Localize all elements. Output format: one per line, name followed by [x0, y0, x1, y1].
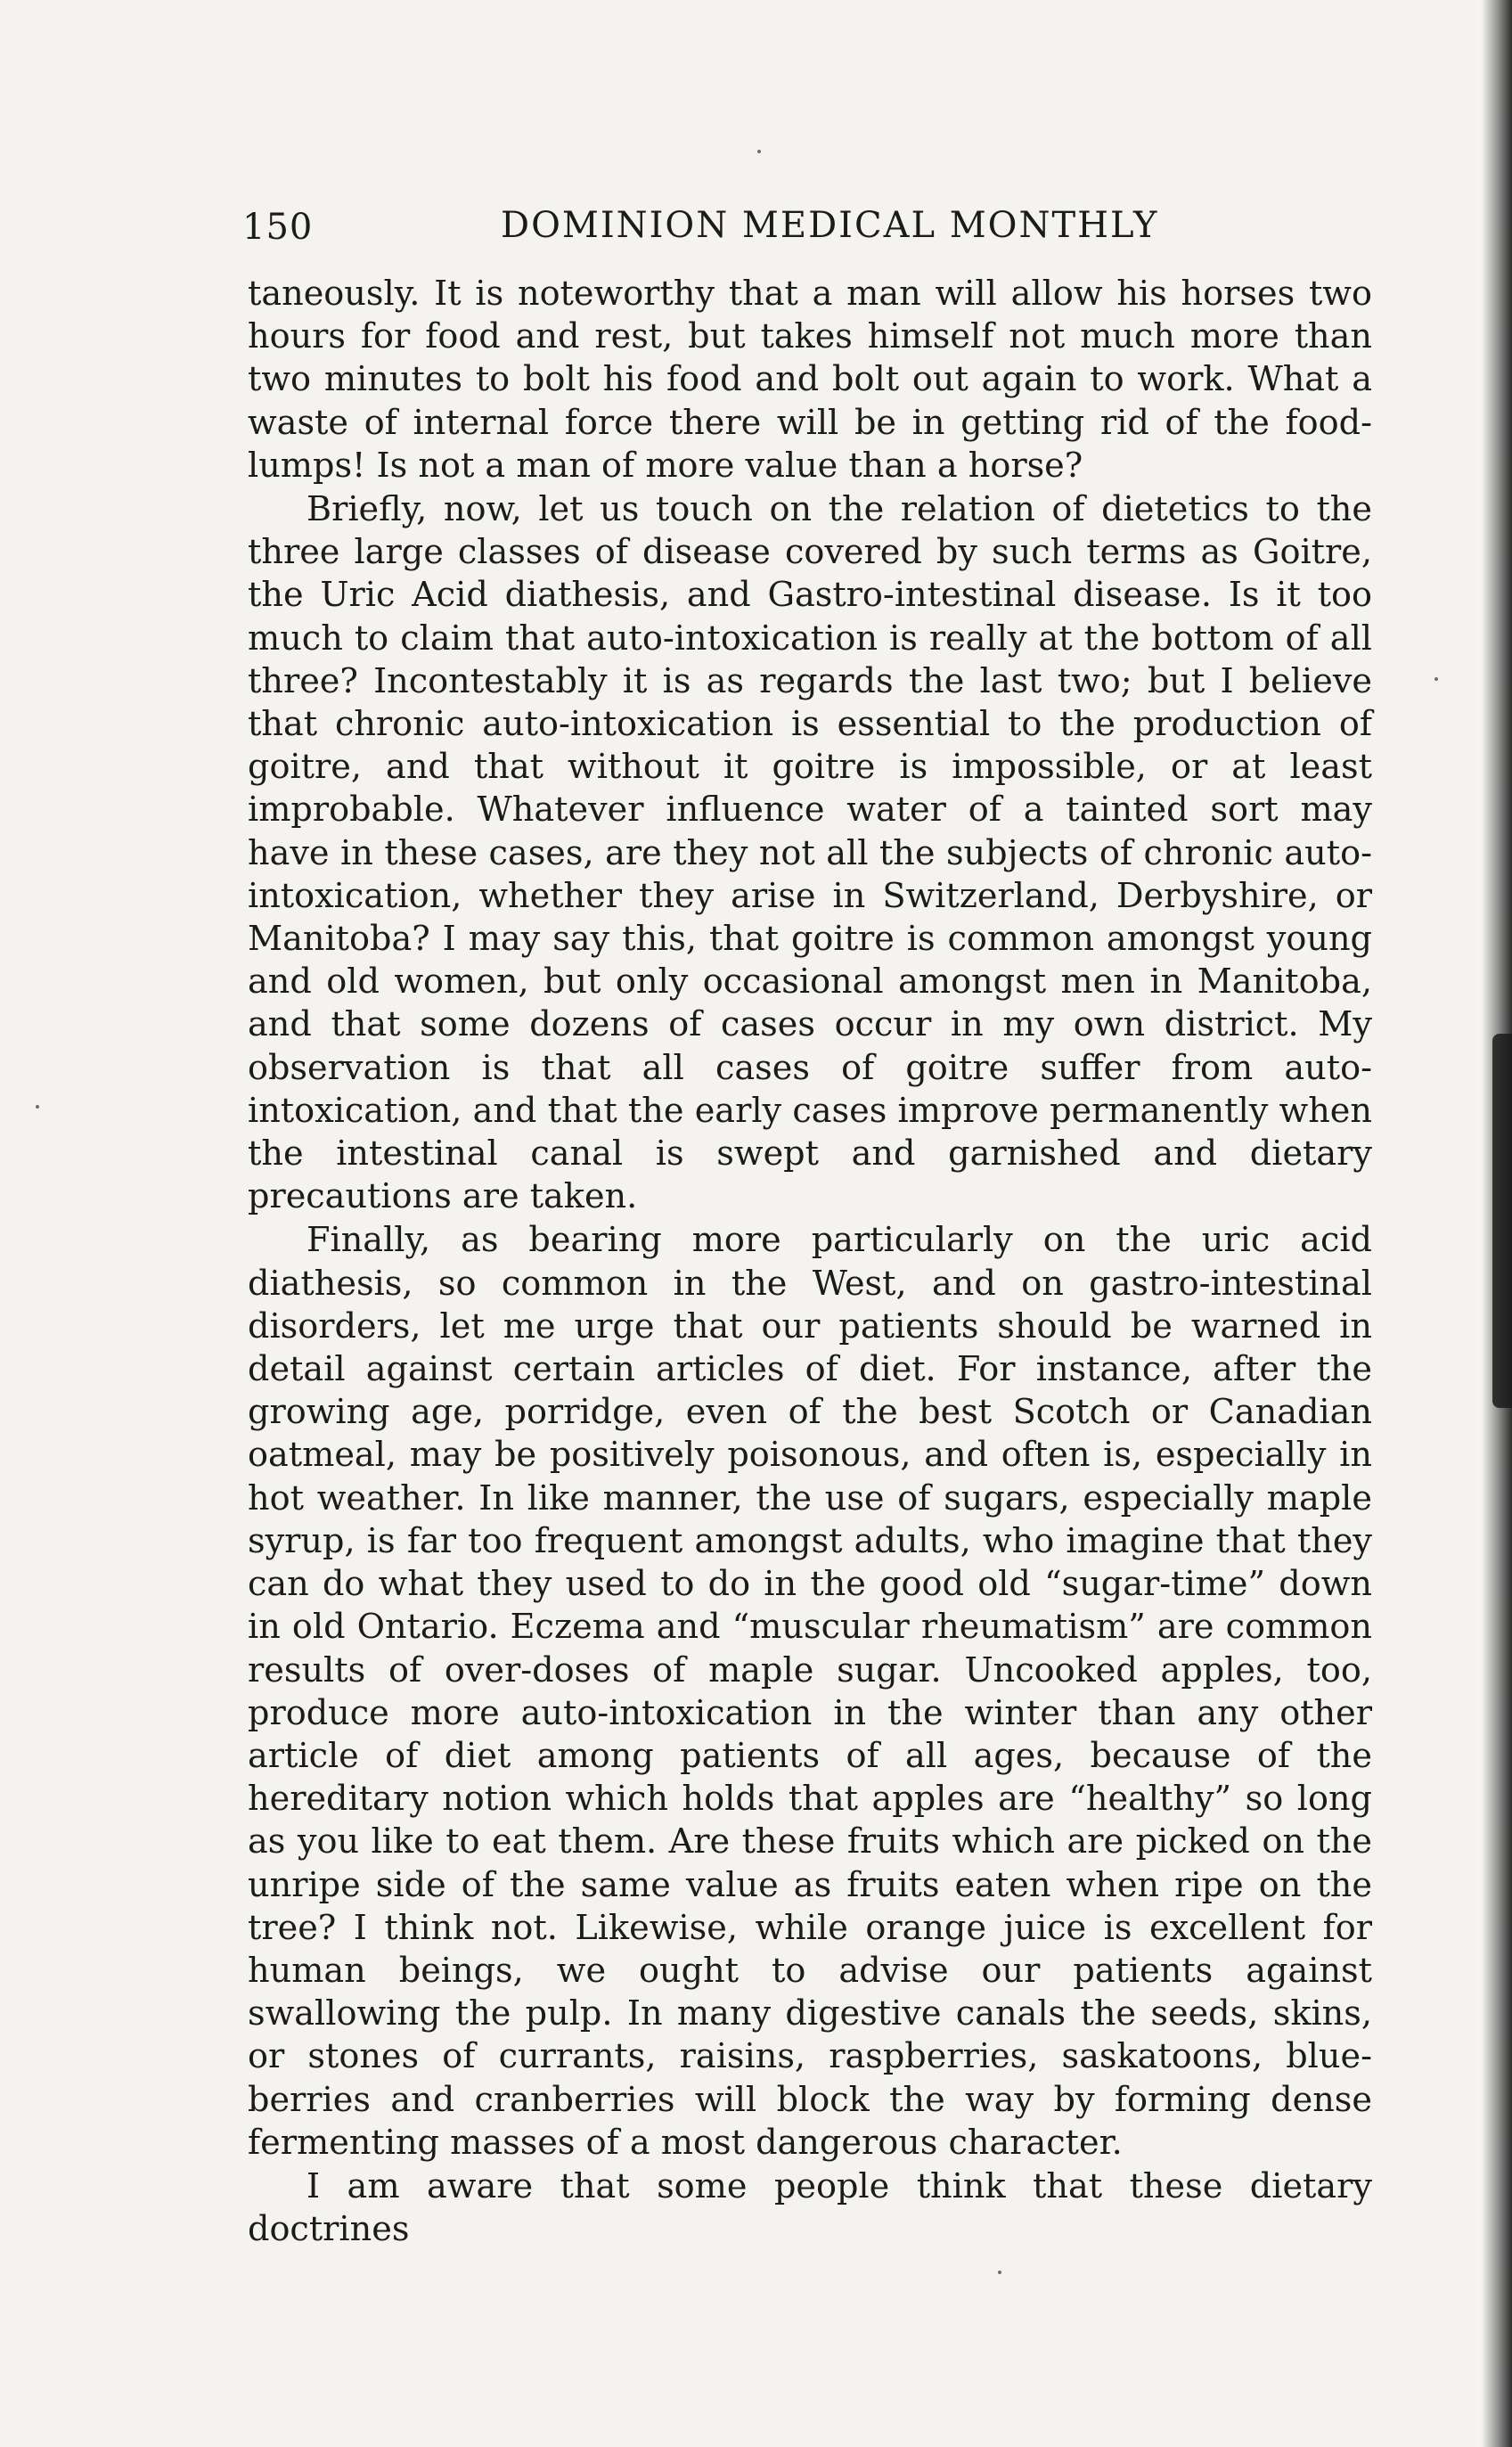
paragraph: taneously. It is noteworthy that a man will allow his horses two hours for food and rest, but takes himself not much more than two minutes to bolt his food and bolt out again to work. What a waste of internal force there will be in getting rid of the food-lumps! Is not a man of more value than a horse? — [248, 274, 1372, 486]
binding-shadow — [1492, 1034, 1512, 1408]
body-text — [248, 273, 1372, 2251]
paragraph: Briefly, now, let us touch on the relation of dietetics to the three large classes of disease covered by such terms as Goitre, the Uric Acid diathesis, and Gastro-intestinal disease. Is it too much to claim that auto-intoxication is really at the bottom of all three? Incontestably it is as regards the last two; but I believe that chronic auto-intoxication is essential to the production of goitre, and that without it goitre is impossible, or at least improbable. Whatever influence water of a tainted sort may have in these cases, are they not all the subjects of chronic auto-intoxication, whether they arise in Switzerland, Derbyshire, or Manitoba? I may say this, that goitre is common amongst young and old women, but only occasional amongst men in Manitoba, and that some dozens of cases occur in my own district. My observation is that all cases of goitre suffer from auto-intoxication, and that the early cases improve permanently when the intestinal canal is swept and garnished and dietary precautions are taken. — [248, 490, 1372, 1217]
running-head: DOMINION MEDICAL MONTHLY — [501, 205, 1159, 246]
page-number: 150 — [242, 207, 314, 248]
paragraph: Finally, as bearing more particularly on the uric acid diathesis, so common in the West, and on gastro-intestinal disorders, let me urge that our patients should be warned in detail against certain articles of diet. For instance, after the growing age, porridge, even of the best Scotch or Canadian oatmeal, may be positively poisonous, and often is, especially in hot weather. In like manner, the use of sugars, especially maple syrup, is far too frequent amongst adults, who imagine that they can do what they used to do in the good old “sugar-time” down in old Ontario. Eczema and “muscular rheumatism” are common results of over-doses of maple sugar. Uncooked apples, too, produce more auto-intoxication in the winter than any other article of diet among patients of all ages, because of the hereditary notion which holds that apples are “healthy” so long as you like to eat them. Are these fruits which are picked on the unripe side of the same value as fruits eaten when ripe on the tree? I think not. Likewise, while orange juice is excellent for human beings, we ought to advise our patients against swallowing the pulp. In many digestive canals the seeds, skins, or stones of currants, raisins, raspberries, saskatoons, blue-berries and cranberries will block the way by forming dense fermenting masses of a most dangerous character. — [248, 1221, 1372, 2163]
paragraph: I am aware that some people think that these dietary doctrines — [248, 2166, 1372, 2250]
scan-speck — [757, 150, 761, 153]
scan-speck — [36, 1105, 39, 1109]
page-header — [242, 201, 1374, 255]
scan-speck — [1434, 677, 1438, 681]
scan-speck — [998, 2271, 1001, 2274]
